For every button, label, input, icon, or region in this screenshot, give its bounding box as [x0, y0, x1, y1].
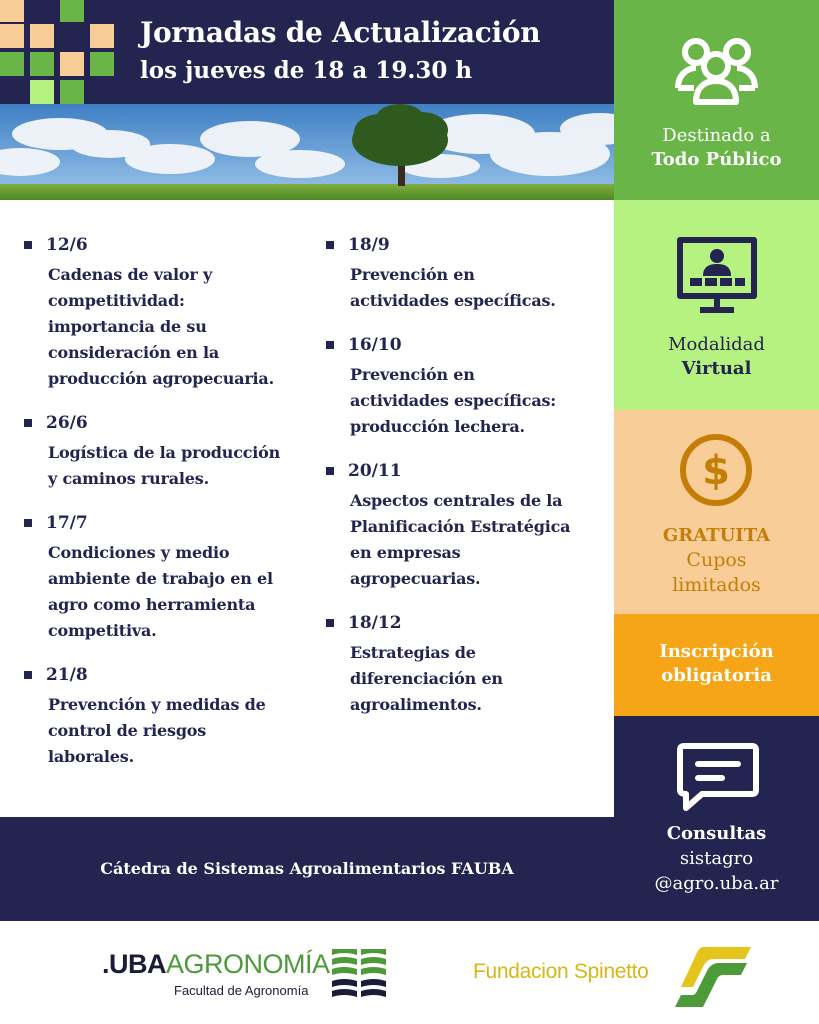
schedule-column-left	[24, 234, 314, 790]
event-date: 21/8	[46, 665, 88, 685]
event-date: 12/6	[46, 235, 88, 255]
uba-emblem-icon	[330, 945, 388, 1001]
event-description	[350, 640, 606, 718]
event-line: laborales.	[48, 747, 134, 766]
uba-agronomia-logo	[102, 948, 330, 980]
event-line: Prevención en	[350, 265, 475, 284]
event-description	[350, 362, 606, 440]
bullet-icon	[24, 419, 32, 427]
event-item	[24, 664, 314, 770]
contact-label: Consultas	[666, 823, 767, 844]
svg-text:$: $	[702, 448, 730, 494]
event-line: importancia de su	[48, 317, 207, 336]
registration-panel	[614, 614, 819, 716]
contact-panel	[614, 716, 819, 921]
bullet-icon	[24, 671, 32, 679]
audience-label: Destinado a	[662, 125, 771, 146]
modality-label: Modalidad	[668, 334, 765, 355]
event-description	[48, 262, 314, 392]
contact-email-user: sistagro	[679, 848, 754, 869]
bullet-icon	[326, 341, 334, 349]
uba-logo-subtitle: Facultad de Agronomía	[174, 983, 309, 998]
virtual-class-monitor-icon	[614, 236, 819, 316]
event-item	[24, 512, 314, 644]
event-date: 16/10	[348, 335, 402, 355]
event-line: Prevención y medidas de	[48, 695, 266, 714]
event-description	[350, 262, 606, 314]
event-line: y caminos rurales.	[48, 469, 209, 488]
bullet-icon	[24, 519, 32, 527]
event-item	[326, 234, 606, 314]
audience-panel	[614, 0, 819, 200]
audience-value: Todo Público	[651, 149, 782, 170]
event-line: diferenciación en	[350, 669, 503, 688]
event-item	[326, 334, 606, 440]
event-line: actividades específicas:	[350, 391, 557, 410]
contact-email-domain: @agro.uba.ar	[654, 873, 779, 894]
footer-band	[0, 817, 614, 921]
event-line: Logística de la producción	[48, 443, 281, 462]
cost-note-line1: Cupos	[686, 549, 747, 571]
event-line: en empresas	[350, 543, 461, 562]
event-line: agropecuarias.	[350, 569, 481, 588]
spinetto-emblem-icon	[673, 943, 753, 1011]
group-icon	[614, 36, 819, 108]
cost-value: GRATUITA	[662, 525, 771, 546]
event-date: 17/7	[46, 513, 88, 533]
event-line: ambiente de trabajo en el	[48, 569, 273, 588]
uba-logo-name: AGRONOMÍA	[166, 949, 330, 979]
bullet-icon	[326, 619, 334, 627]
event-line: Estrategias de	[350, 643, 476, 662]
registration-value: obligatoria	[661, 665, 772, 686]
event-date: 26/6	[46, 413, 88, 433]
uba-logo-prefix: .UBA	[102, 949, 166, 979]
event-item	[24, 234, 314, 392]
event-line: producción agropecuaria.	[48, 369, 274, 388]
event-line: producción lechera.	[350, 417, 525, 436]
footer-department: Cátedra de Sistemas Agroalimentarios FAUBA	[100, 859, 514, 878]
event-line: agro como herramienta	[48, 595, 256, 614]
event-line: Condiciones y medio	[48, 543, 230, 562]
cost-note-line2: limitados	[672, 574, 761, 596]
event-item	[326, 460, 606, 592]
bullet-icon	[326, 241, 334, 249]
page-subtitle: los jueves de 18 a 19.30 h	[140, 57, 473, 84]
event-description	[48, 440, 314, 492]
logo-strip	[0, 921, 819, 1024]
chat-bubble-icon	[614, 740, 819, 816]
registration-label: Inscripción	[659, 641, 774, 662]
checker-pattern	[0, 0, 120, 104]
event-date: 20/11	[348, 461, 402, 481]
event-description	[48, 540, 314, 644]
event-item	[326, 612, 606, 718]
page-title: Jornadas de Actualización	[140, 16, 541, 49]
cost-panel	[614, 410, 819, 614]
event-date: 18/9	[348, 235, 390, 255]
header-banner	[0, 0, 614, 104]
event-line: Planificación Estratégica	[350, 517, 571, 536]
bullet-icon	[326, 467, 334, 475]
event-line: Aspectos centrales de la	[350, 491, 563, 510]
landscape-photo	[0, 104, 614, 200]
fundacion-spinetto-logo: Fundacion Spinetto	[473, 960, 649, 983]
event-description	[48, 692, 314, 770]
dollar-coin-icon	[614, 432, 819, 508]
event-line: agroalimentos.	[350, 695, 482, 714]
event-description	[350, 488, 606, 592]
schedule-column-right	[326, 234, 606, 738]
event-line: competitividad:	[48, 291, 185, 310]
bullet-icon	[24, 241, 32, 249]
modality-value: Virtual	[681, 358, 752, 379]
event-line: Cadenas de valor y	[48, 265, 213, 284]
event-line: actividades específicas.	[350, 291, 556, 310]
event-line: Prevención en	[350, 365, 475, 384]
event-line: control de riesgos	[48, 721, 207, 740]
schedule-panel	[0, 200, 614, 817]
event-date: 18/12	[348, 613, 402, 633]
event-line: consideración en la	[48, 343, 220, 362]
modality-panel	[614, 200, 819, 410]
event-line: competitiva.	[48, 621, 157, 640]
event-item	[24, 412, 314, 492]
